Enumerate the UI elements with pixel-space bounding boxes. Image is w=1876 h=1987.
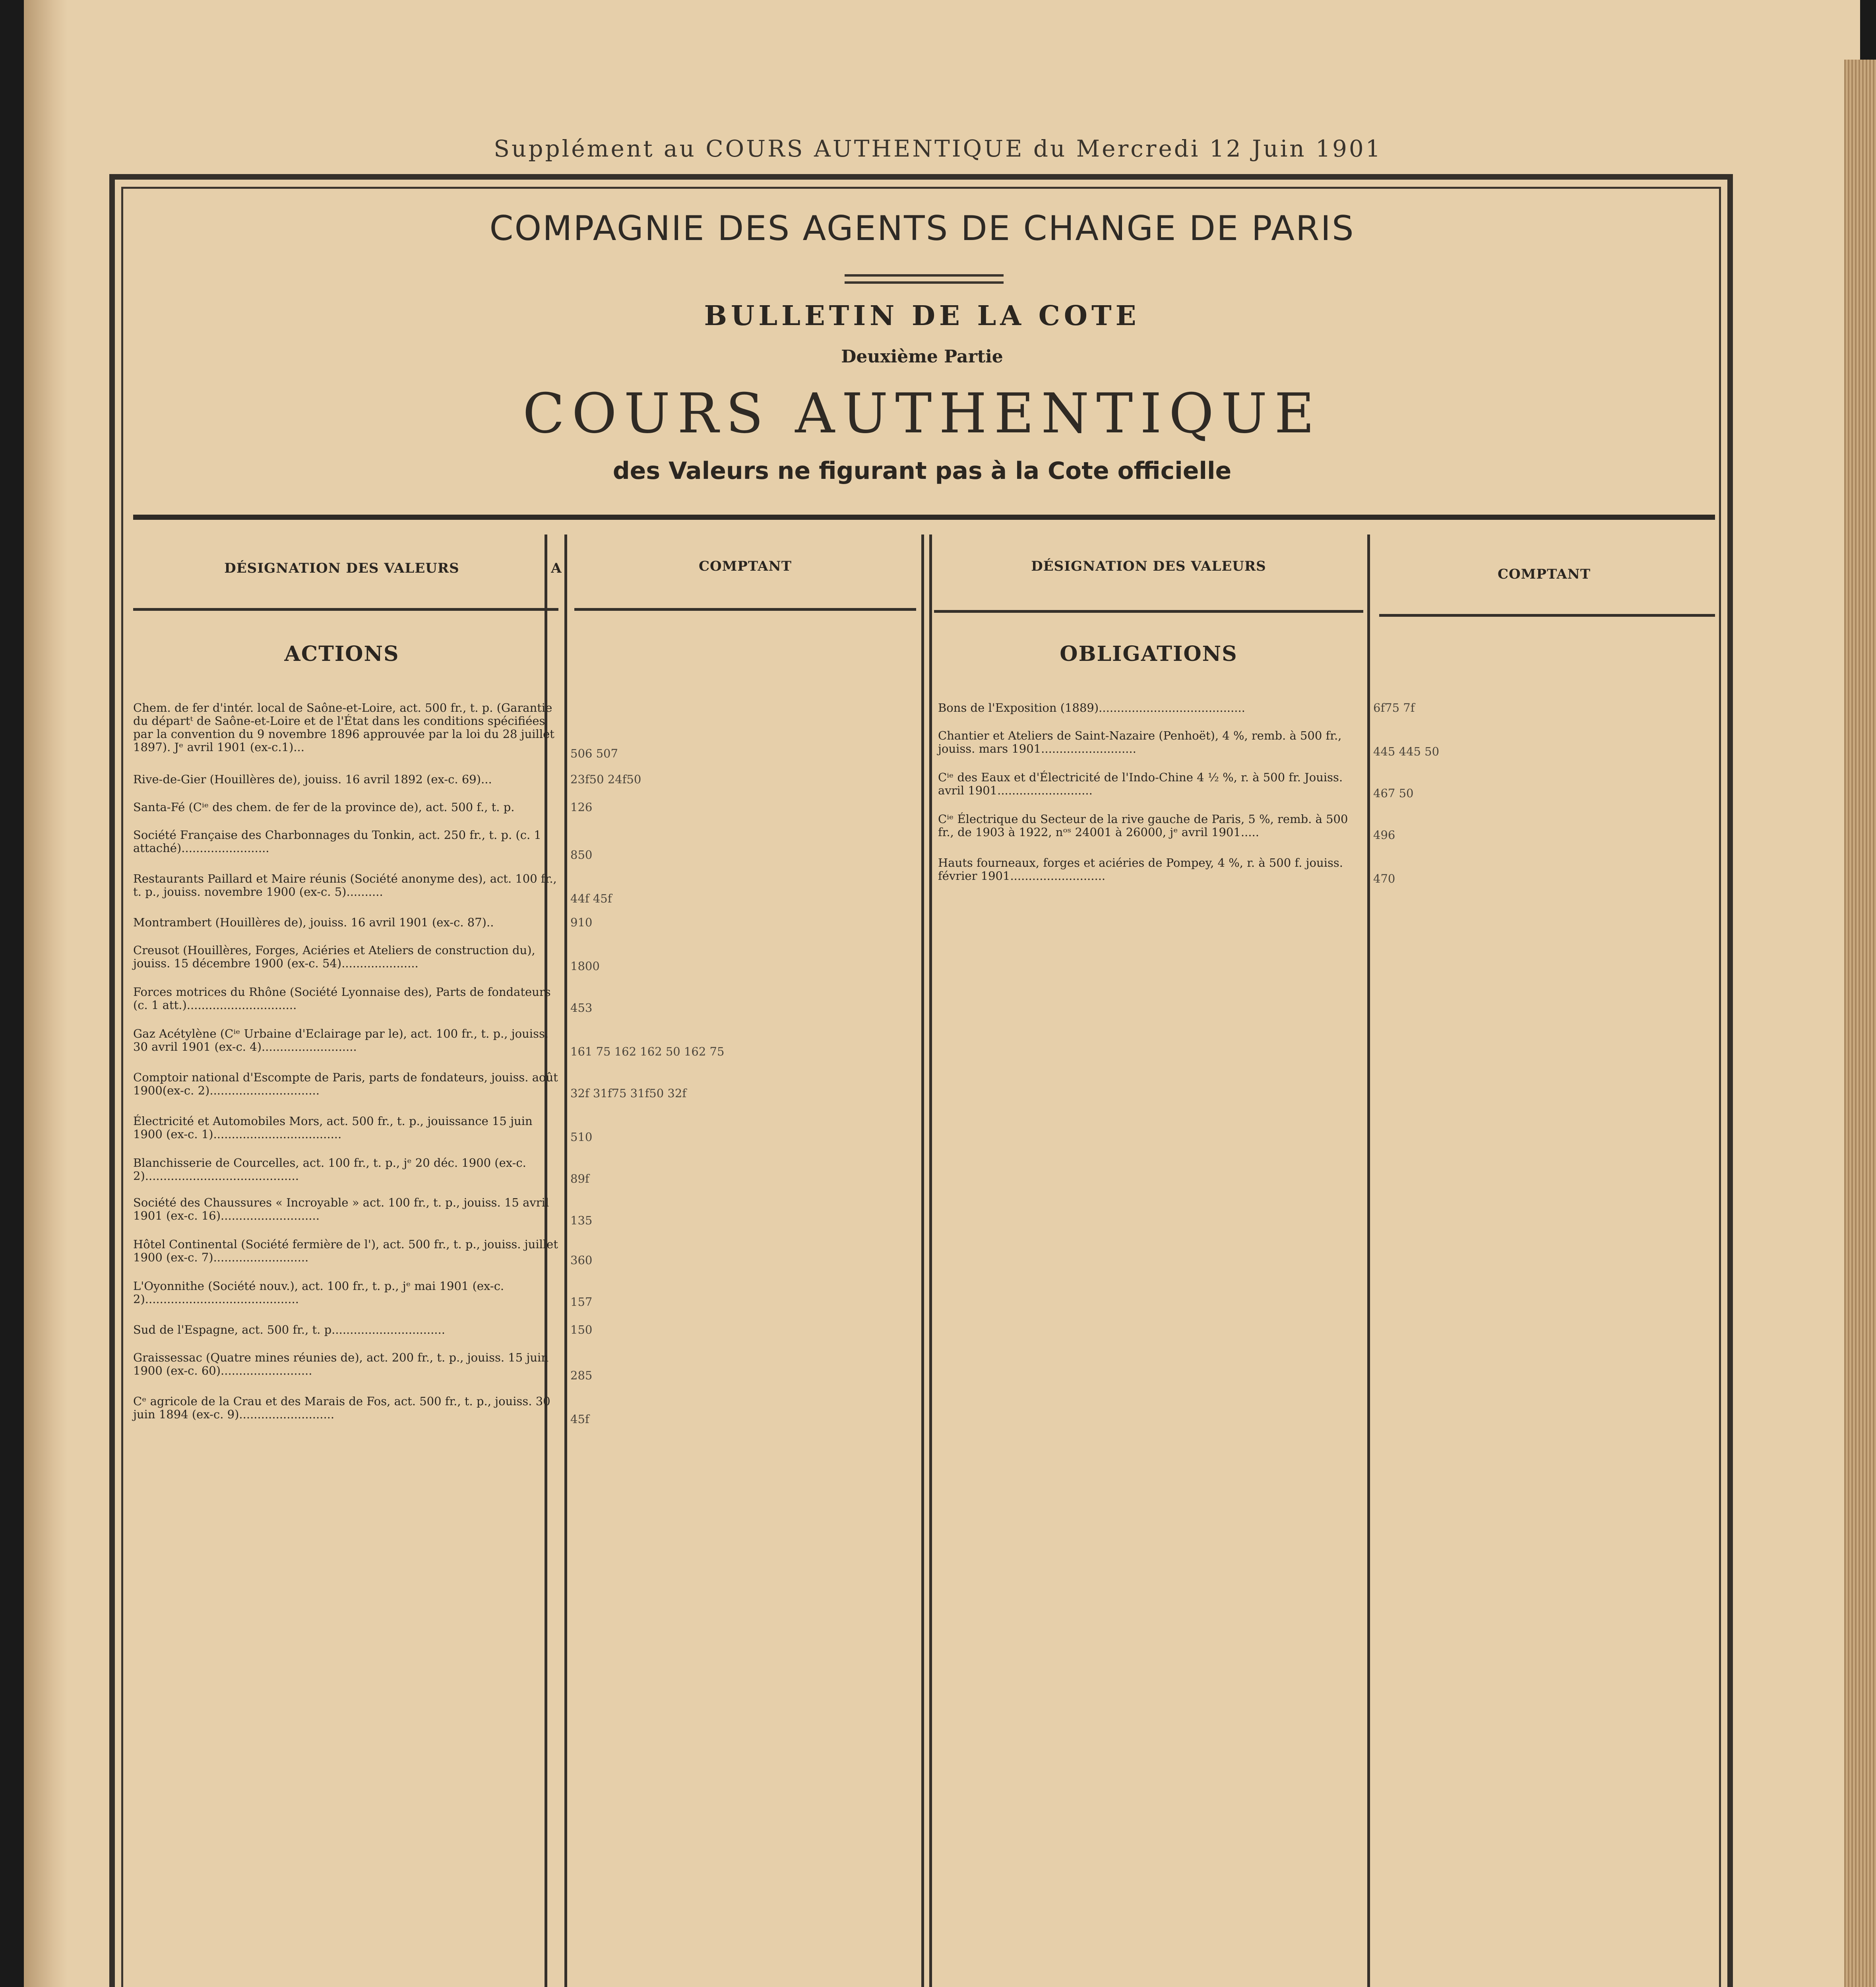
list-item: Chantier et Ateliers de Saint-Nazaire (Penhoët), 4 %, remb. à 500 fr., jouiss. mars 1901.......................... xyxy=(938,729,1342,755)
list-item-price: 1800 xyxy=(570,959,600,973)
list-item-price: 6f75 7f xyxy=(1373,701,1415,715)
obligations-title: OBLIGATIONS xyxy=(1060,642,1238,666)
list-item-price: 135 xyxy=(570,1214,593,1227)
list-item: Forces motrices du Rhône (Société Lyonnaise des), Parts de fondateurs (c. 1 att.).............................. xyxy=(133,985,551,1012)
cours-title: COURS AUTHENTIQUE xyxy=(523,382,1322,445)
supplement-line: Supplément au COURS AUTHENTIQUE du Mercredi 12 Juin 1901 xyxy=(494,135,1382,162)
bulletin-title: BULLETIN DE LA COTE xyxy=(704,300,1140,332)
list-item-price: 445 445 50 xyxy=(1373,745,1440,758)
list-item-price: 510 xyxy=(570,1130,593,1144)
col-rule xyxy=(564,535,567,1987)
list-item-price: 506 507 xyxy=(570,747,618,760)
header-underline xyxy=(1379,614,1715,617)
list-item: Santa-Fé (Cⁱᵉ des chem. de fer de la province de), act. 500 f., t. p. xyxy=(133,800,515,814)
col-comptant-right: COMPTANT xyxy=(1497,566,1591,582)
col-rule xyxy=(929,535,932,1987)
partie-label: Deuxième Partie xyxy=(841,347,1003,367)
list-item-price: 850 xyxy=(570,848,593,862)
list-item: Creusot (Houillères, Forges, Aciéries et Ateliers de construction du), jouiss. 15 décembre 1900 (ex-c. 54)..................... xyxy=(133,943,535,970)
list-item: Graissessac (Quatre mines réunies de), act. 200 fr., t. p., jouiss. 15 juin 1900 (ex-c. 60)......................... xyxy=(133,1351,549,1377)
list-item-price: 23f50 24f50 xyxy=(570,773,641,786)
col-designation-right: DÉSIGNATION DES VALEURS xyxy=(1031,558,1266,574)
col-rule xyxy=(1367,535,1370,1987)
list-item: Blanchisserie de Courcelles, act. 100 fr., t. p., jᵉ 20 déc. 1900 (ex-c. 2).......................................... xyxy=(133,1156,526,1183)
col-rule xyxy=(921,535,924,1987)
col-a: A xyxy=(551,560,562,576)
list-item: Hôtel Continental (Société fermière de l'), act. 500 fr., t. p., jouiss. juillet 1900 (ex-c. 7).......................... xyxy=(133,1238,558,1264)
list-item-price: 360 xyxy=(570,1253,593,1267)
list-item: Électricité et Automobiles Mors, act. 500 fr., t. p., jouissance 15 juin 1900 (ex-c. 1)................................... xyxy=(133,1114,533,1141)
company-title: COMPAGNIE DES AGENTS DE CHANGE DE PARIS xyxy=(489,209,1355,248)
list-item: Hauts fourneaux, forges et aciéries de Pompey, 4 %, r. à 500 f. jouiss. février 1901.......................... xyxy=(938,856,1343,883)
list-item: Société des Chaussures « Incroyable » act. 100 fr., t. p., jouiss. 15 avril 1901 (ex-c. 16)........................... xyxy=(133,1196,549,1222)
list-item: Chem. de fer d'intér. local de Saône-et-Loire, act. 500 fr., t. p. (Garantie du départᵗ de Saône-et-Loire et de l'État dans les conditions spécifiées par la convention du 9 novembre 1896 approuvée par la loi du 28 juillet 1897). Jᵉ avril 1901 (ex-c.1)... xyxy=(133,701,554,754)
page-edge xyxy=(1844,60,1876,1987)
list-item: Bons de l'Exposition (1889)........................................ xyxy=(938,701,1245,715)
col-comptant-left: COMPTANT xyxy=(698,558,792,574)
header-rule xyxy=(133,515,1715,520)
actions-title: ACTIONS xyxy=(284,642,399,666)
list-item: Gaz Acétylène (Cⁱᵉ Urbaine d'Eclairage par le), act. 100 fr., t. p., jouiss. 30 avril 1901 (ex-c. 4).......................... xyxy=(133,1027,549,1054)
list-item: Cⁱᵉ Électrique du Secteur de la rive gauche de Paris, 5 %, remb. à 500 fr., de 1903 à 1922, nᵒˢ 24001 à 26000, jᵉ avril 1901..... xyxy=(938,812,1348,839)
list-item-price: 150 xyxy=(570,1323,593,1336)
list-item-price: 467 50 xyxy=(1373,786,1414,800)
list-item-price: 32f 31f75 31f50 32f xyxy=(570,1086,686,1100)
list-item: Sud de l'Espagne, act. 500 fr., t. p............................... xyxy=(133,1323,445,1336)
binding-shadow xyxy=(24,0,68,1987)
title-rule xyxy=(845,274,1004,277)
list-item: Montrambert (Houillères de), jouiss. 16 avril 1901 (ex-c. 87).. xyxy=(133,916,494,929)
list-item-price: 44f 45f xyxy=(570,892,612,905)
col-designation-left: DÉSIGNATION DES VALEURS xyxy=(224,560,459,576)
list-item: Restaurants Paillard et Maire réunis (Société anonyme des), act. 100 fr., t. p., jouiss. novembre 1900 (ex-c. 5).......... xyxy=(133,872,557,899)
list-item-price: 161 75 162 162 50 162 75 xyxy=(570,1045,725,1058)
list-item: Cᵉ agricole de la Crau et des Marais de Fos, act. 500 fr., t. p., jouiss. 30 juin 1894 (ex-c. 9).......................... xyxy=(133,1394,550,1421)
title-rule xyxy=(845,281,1004,284)
list-item: Cⁱᵉ des Eaux et d'Électricité de l'Indo-Chine 4 ½ %, r. à 500 fr. Jouiss. avril 1901.......................... xyxy=(938,771,1343,797)
list-item-price: 126 xyxy=(570,800,593,814)
list-item-price: 45f xyxy=(570,1412,589,1426)
header-underline xyxy=(934,610,1363,613)
list-item-price: 285 xyxy=(570,1369,593,1382)
list-item: Société Française des Charbonnages du Tonkin, act. 250 fr., t. p. (c. 1 attaché)........................ xyxy=(133,828,541,855)
list-item: Rive-de-Gier (Houillères de), jouiss. 16 avril 1892 (ex-c. 69)... xyxy=(133,773,492,786)
list-item-price: 910 xyxy=(570,916,593,929)
list-item-price: 470 xyxy=(1373,872,1395,885)
list-item: L'Oyonnithe (Société nouv.), act. 100 fr., t. p., jᵉ mai 1901 (ex-c. 2).......................................... xyxy=(133,1279,504,1306)
list-item-price: 157 xyxy=(570,1295,593,1309)
list-item-price: 496 xyxy=(1373,828,1395,842)
list-item-price: 453 xyxy=(570,1001,593,1015)
header-underline xyxy=(574,608,916,611)
header-underline xyxy=(133,608,558,611)
list-item-price: 89f xyxy=(570,1172,589,1185)
subtitle: des Valeurs ne figurant pas à la Cote officielle xyxy=(612,457,1232,485)
list-item: Comptoir national d'Escompte de Paris, parts de fondateurs, jouiss. août 1900(ex-c. 2).............................. xyxy=(133,1071,558,1097)
